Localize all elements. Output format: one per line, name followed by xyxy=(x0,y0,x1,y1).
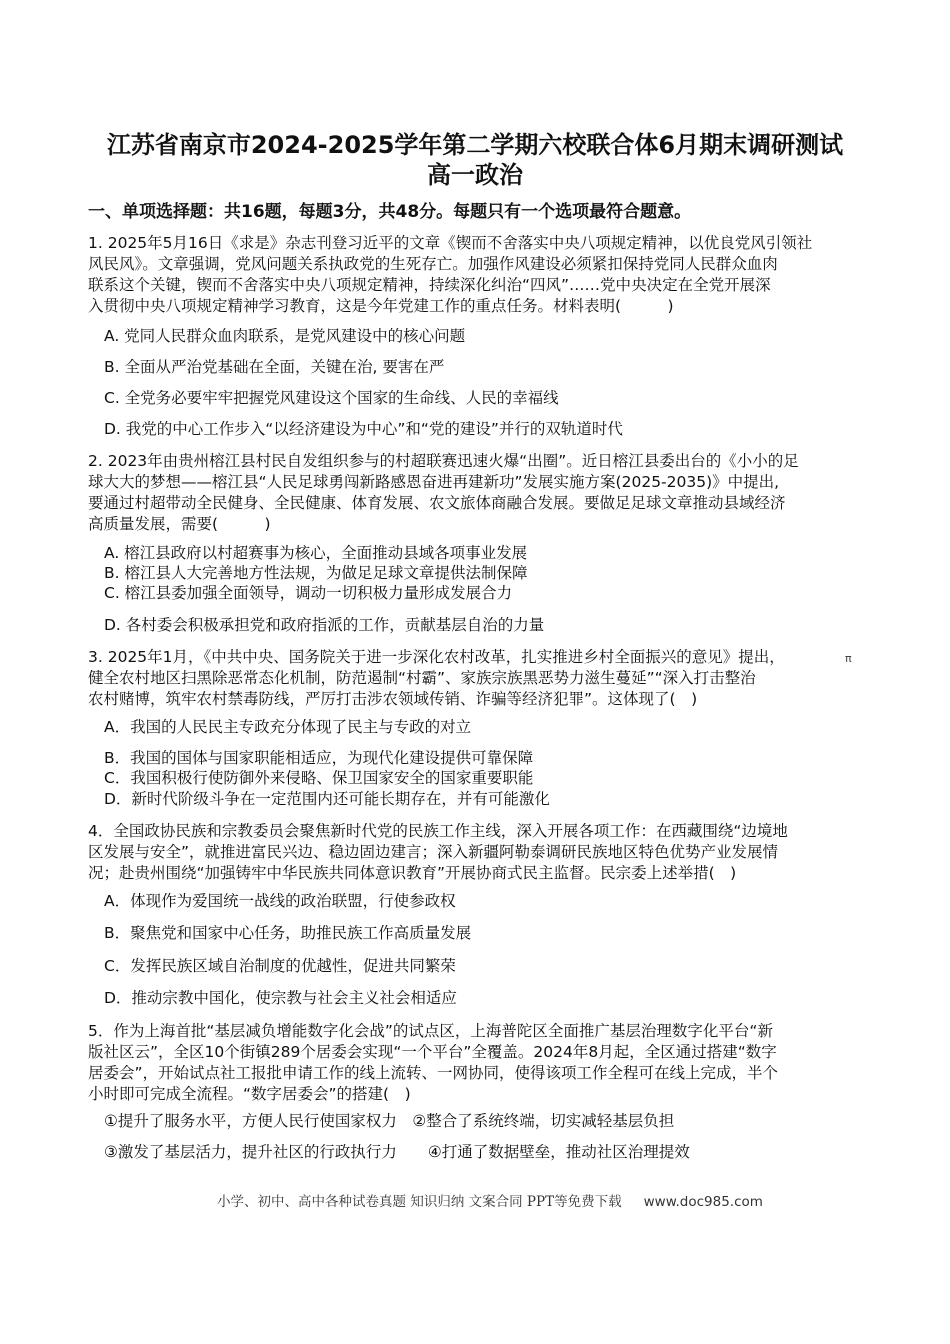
question-line: 区发展与安全”，就推进富民兴边、稳边固边建言；深入新疆阿勒泰调研民族地区特色优势产业发展情 xyxy=(88,843,779,861)
question-line: 联系这个关键，锲而不舍落实中央八项规定精神，持续深化纠治“四风”……党中央决定在全党开展深 xyxy=(88,276,771,294)
footer-text: 小学、初中、高中各种试卷真题 知识归纳 文案合同 PPT等免费下载 xyxy=(217,1194,622,1210)
question-line: 球大大的梦想——榕江县“人民足球勇闯新路感恩奋进再建新功”发展实施方案(2025-2035)》中提出, xyxy=(88,473,780,491)
statement-pair-1: ①提升了服务水平，方便人民行使国家权力 ②整合了系统终端，切实减轻基层负担 xyxy=(104,1112,675,1130)
question-line: 风民风》。文章强调，党风问题关系执政党的生死存亡。加强作风建设必须紧扣保持党同人民群众血肉 xyxy=(88,255,778,273)
option-d: D．推动宗教中国化，使宗教与社会主义社会相适应 xyxy=(104,989,457,1007)
question-line: 版社区云”，全区10个街镇289个居委会实现“一个平台”全覆盖。2024年8月起，全区通过搭建“数字 xyxy=(88,1043,777,1061)
exam-title: 江苏省南京市2024-2025学年第二学期六校联合体6月期末调研测试 xyxy=(106,131,844,159)
question-line: 高质量发展，需要( ) xyxy=(88,515,271,533)
question-3 xyxy=(88,647,868,710)
question-line: 4．全国政协民族和宗教委员会聚焦新时代党的民族工作主线，深入开展各项工作：在西藏围绕“边境地 xyxy=(88,822,788,840)
option-b: B. 全面从严治党基础在全面，关键在治, 要害在严 xyxy=(104,358,445,376)
question-line: 健全农村地区扫黑除恶常态化机制，防范遏制“村霸”、家族宗族黑恶势力滋生蔓延”“深入打击整治 xyxy=(88,669,756,687)
option-b: B. 榕江县人大完善地方性法规，为做足足球文章提供法制保障 xyxy=(104,564,528,582)
question-line: 2. 2023年由贵州榕江县村民自发组织参与的村超联赛迅速火爆“出圈”。近日榕江县委出台的《小小的足 xyxy=(88,452,799,470)
question-2 xyxy=(88,451,868,535)
option-c: C. 全党务必要牢牢把握党风建设这个国家的生命线、人民的幸福线 xyxy=(104,389,559,407)
option-c: C．发挥民族区域自治制度的优越性，促进共同繁荣 xyxy=(104,957,456,975)
question-line: 况；赴贵州围绕“加强铸牢中华民族共同体意识教育”开展协商式民主监督。民宗委上述举措( ) xyxy=(88,864,737,882)
page-footer xyxy=(150,1190,830,1210)
option-a: A．我国的人民民主专政充分体现了民主与专政的对立 xyxy=(104,718,472,736)
question-line: 3. 2025年1月，《中共中央、国务院关于进一步深化农村改革，扎实推进乡村全面振兴的意见》提出， xyxy=(88,648,785,666)
question-1 xyxy=(88,233,868,317)
question-line: 小时即可完成全流程。“数字居委会”的搭建( ) xyxy=(88,1085,411,1103)
option-b: B．聚焦党和国家中心任务，助推民族工作高质量发展 xyxy=(104,924,472,942)
option-b: B．我国的国体与国家职能相适应，为现代化建设提供可靠保障 xyxy=(104,749,534,767)
option-c: C．我国积极行使防御外来侵略、保卫国家安全的国家重要职能 xyxy=(104,769,534,787)
question-line: 居委会”，开始试点社工报批申请工作的线上流转、一网协同，使得该项工作全程可在线上完成，半个 xyxy=(88,1064,779,1082)
option-d: D. 我党的中心工作步入“以经济建设为中心”和“党的建设”并行的双轨道时代 xyxy=(104,420,623,438)
question-line: 1. 2025年5月16日《求是》杂志刊登习近平的文章《锲而不舍落实中央八项规定精神，以优良党风引领社 xyxy=(88,234,813,252)
question-line: 要通过村超带动全民健身、全民健康、体育发展、农文旅体商融合发展。要做足足球文章推动县域经济 xyxy=(88,494,786,512)
option-d: D．新时代阶级斗争在一定范围内还可能长期存在，并有可能激化 xyxy=(104,790,550,808)
exam-subject: 高一政治 xyxy=(427,161,523,189)
footer-site: www.doc985.com xyxy=(643,1194,763,1210)
option-a: A. 榕江县政府以村超赛事为核心，全面推动县域各项事业发展 xyxy=(104,544,528,562)
question-line: 入贯彻中央八项规定精神学习教育，这是今年党建工作的重点任务。材料表明( ) xyxy=(88,297,674,315)
question-line: 农村赌博，筑牢农村禁毒防线，严厉打击涉农领域传销、诈骗等经济犯罪”。这体现了( ) xyxy=(88,690,698,708)
option-a: A. 党同人民群众血肉联系，是党风建设中的核心问题 xyxy=(104,327,466,345)
option-c: C. 榕江县委加强全面领导，调动一切积极力量形成发展合力 xyxy=(104,584,513,602)
option-a: A．体现作为爱国统一战线的政治联盟，行使参政权 xyxy=(104,892,456,910)
margin-mark: π xyxy=(845,652,852,665)
section-heading: 一、单项选择题：共16题，每题3分，共48分。每题只有一个选项最符合题意。 xyxy=(88,202,692,222)
question-4 xyxy=(88,821,868,884)
statement-pair-2: ③激发了基层活力，提升社区的行政执行力 ④打通了数据壁垒，推动社区治理提效 xyxy=(104,1143,690,1161)
question-5 xyxy=(88,1021,868,1105)
option-d: D. 各村委会积极承担党和政府指派的工作，贡献基层自治的力量 xyxy=(104,616,545,634)
question-line: 5．作为上海首批“基层减负增能数字化会战”的试点区，上海普陀区全面推广基层治理数字化平台“新 xyxy=(88,1022,773,1040)
